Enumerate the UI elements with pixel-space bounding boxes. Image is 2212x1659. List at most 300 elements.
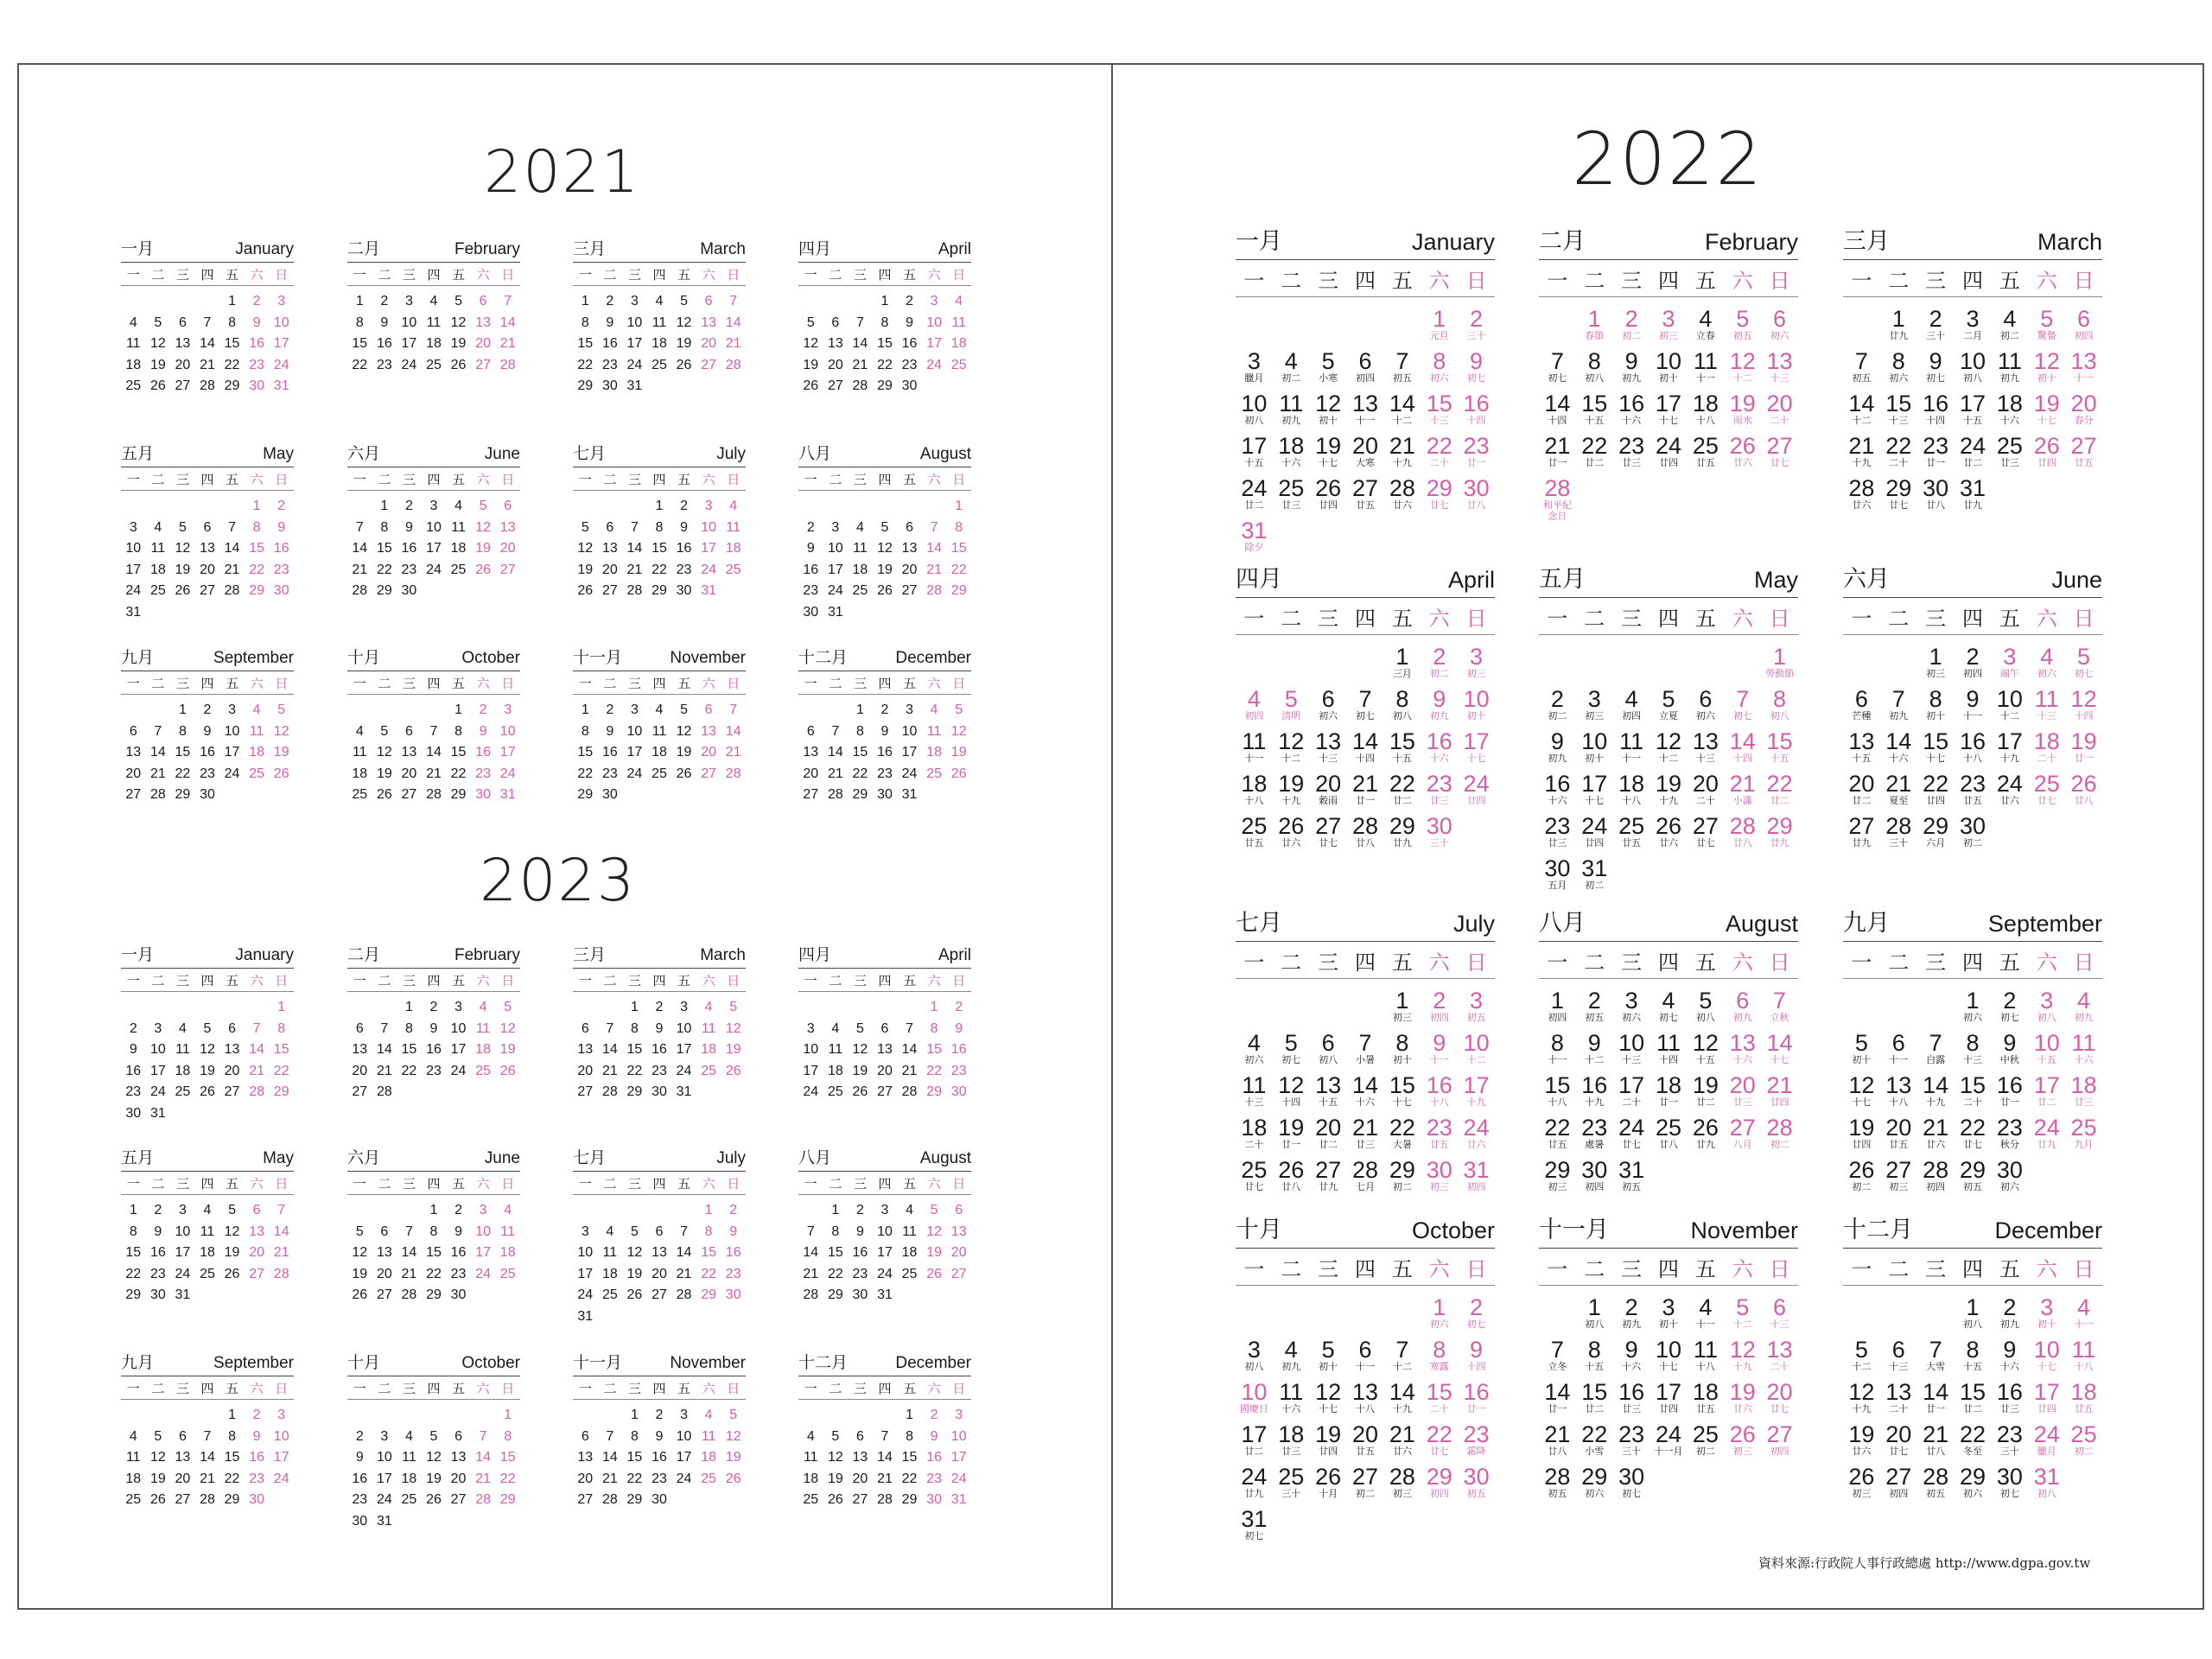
- day-number: 6: [906, 519, 914, 535]
- day-number: 10: [149, 1042, 166, 1057]
- day-number: 13: [652, 1245, 667, 1260]
- day-cell: [1955, 1377, 1992, 1420]
- day-cell: [422, 1043, 447, 1065]
- day-cell: [1458, 769, 1495, 811]
- day-cell: [422, 521, 447, 543]
- empty-cell: [121, 703, 146, 725]
- day-cell: [1843, 346, 1880, 389]
- day-number: 15: [426, 1245, 442, 1260]
- day-number: 27: [224, 1084, 240, 1099]
- day-number: 22: [701, 1266, 717, 1281]
- empty-cell: [647, 1204, 672, 1225]
- day-cell: [1383, 1155, 1421, 1198]
- weekday-label: 日: [952, 1175, 966, 1192]
- day-cell: [121, 584, 146, 606]
- lunar-label: 霜降: [1466, 1446, 1486, 1457]
- day-number: 7: [855, 315, 864, 330]
- day-number: 13: [901, 541, 918, 556]
- day-cell: [1458, 1028, 1495, 1071]
- weekday-label: 六: [927, 471, 941, 487]
- day-number: 21: [1389, 433, 1415, 459]
- day-number: 10: [475, 1224, 492, 1239]
- day-number: 15: [1389, 728, 1415, 754]
- day-number: 20: [1351, 1421, 1379, 1447]
- day-number: 12: [926, 1224, 943, 1239]
- lunar-label: 廿一: [1658, 1096, 1678, 1108]
- lunar-label: 初六: [2037, 668, 2056, 679]
- month-name-zh: 三月: [573, 239, 607, 258]
- lunar-label: 十五: [1585, 1361, 1605, 1372]
- month-name-zh: 六月: [347, 444, 381, 463]
- month-name-en: November: [1690, 1217, 1798, 1243]
- day-cell: [696, 1472, 721, 1494]
- weekday-label: 二: [378, 471, 391, 487]
- day-number: 10: [175, 1224, 191, 1239]
- day-cell: [146, 316, 171, 338]
- month-name-zh: 三月: [1843, 228, 1890, 255]
- day-cell: [823, 379, 849, 401]
- day-cell: [573, 1268, 598, 1289]
- day-number: 24: [626, 766, 643, 781]
- day-cell: [2065, 1293, 2102, 1335]
- day-cell: [946, 1204, 971, 1225]
- day-cell: [2028, 304, 2065, 346]
- weekday-label: 一: [353, 972, 366, 988]
- day-number: 1: [630, 1408, 639, 1422]
- day-number: 14: [1923, 1072, 1949, 1098]
- day-number: 29: [926, 1084, 943, 1099]
- day-number: 5: [729, 1000, 738, 1014]
- day-cell: [1843, 431, 1880, 474]
- lunar-label: 廿四: [1770, 1096, 1789, 1108]
- day-cell: [897, 1472, 922, 1494]
- day-number: 29: [224, 1492, 240, 1507]
- day-cell: [347, 337, 372, 359]
- lunar-label: 初二: [1622, 330, 1642, 341]
- lunar-label: 十七: [1926, 753, 1946, 764]
- weekday-label: 二: [603, 471, 617, 487]
- lunar-label: 廿四: [1658, 457, 1678, 468]
- day-number: 13: [1766, 348, 1793, 374]
- day-cell: [798, 1493, 823, 1515]
- day-number: 21: [725, 745, 741, 760]
- month-name-en: April: [938, 240, 971, 258]
- day-number: 22: [852, 766, 868, 781]
- day-number: 21: [1729, 771, 1756, 797]
- weekday-label: 日: [952, 471, 966, 487]
- day-cell: [219, 379, 245, 401]
- day-number: 17: [626, 336, 643, 351]
- day-number: 12: [725, 1428, 741, 1444]
- month-header: [1236, 1211, 1495, 1249]
- day-number: 26: [1278, 1157, 1305, 1183]
- day-number: 11: [1656, 1030, 1681, 1056]
- lunar-label: 大暑: [1392, 1139, 1412, 1150]
- day-cell: [1347, 1113, 1384, 1155]
- day-cell: [848, 584, 873, 606]
- day-number: 8: [955, 519, 963, 535]
- day-number: 30: [1923, 475, 1949, 501]
- day-cell: [195, 1430, 220, 1452]
- day-cell: [1539, 1028, 1576, 1071]
- day-number: 14: [626, 541, 643, 556]
- day-number: 6: [606, 519, 614, 535]
- day-number: 25: [1278, 1464, 1305, 1490]
- day-number: 8: [831, 1224, 840, 1239]
- day-cell: [1955, 986, 1992, 1028]
- day-number: 25: [803, 1492, 819, 1507]
- month-name-en: July: [1452, 911, 1495, 937]
- day-number: 15: [224, 336, 240, 351]
- lunar-label: 初三: [1852, 1488, 1872, 1499]
- lunar-label: 初十: [1319, 415, 1338, 426]
- weekday-label: 一: [1547, 606, 1568, 631]
- empty-cell: [347, 1001, 372, 1022]
- day-number: 22: [376, 562, 392, 577]
- day-cell: [823, 1085, 849, 1107]
- day-number: 12: [1729, 348, 1756, 374]
- month-header: [121, 942, 294, 969]
- day-number: 15: [125, 1245, 142, 1260]
- day-number: 16: [950, 1042, 967, 1057]
- day-cell: [598, 379, 623, 401]
- day-cell: [1310, 474, 1347, 516]
- month-header: [1236, 222, 1495, 260]
- lunar-label: 廿六: [1392, 1446, 1412, 1457]
- day-number: 26: [877, 583, 893, 598]
- day-number: 29: [499, 1492, 516, 1507]
- day-cell: [219, 1204, 245, 1225]
- weekday-label: 三: [1621, 950, 1643, 975]
- day-cell: [121, 1246, 146, 1268]
- day-cell: [347, 542, 372, 563]
- day-number: 14: [803, 1245, 819, 1260]
- month-header: [1236, 904, 1495, 942]
- day-cell: [195, 703, 220, 725]
- day-cell: [2028, 1293, 2065, 1335]
- lunar-label: 八月: [1732, 1139, 1752, 1150]
- lunar-label: 初六: [1429, 372, 1449, 384]
- weekday-label: 一: [1243, 268, 1265, 293]
- month-name-en: July: [716, 445, 746, 463]
- lunar-label: 廿五: [1548, 1139, 1567, 1150]
- day-cell: [1613, 1293, 1650, 1335]
- day-cell: [219, 725, 245, 747]
- day-cell: [946, 725, 971, 747]
- day-number: 26: [1692, 1115, 1719, 1141]
- day-number: 23: [1426, 1115, 1452, 1141]
- day-number: 19: [475, 541, 492, 556]
- day-cell: [1917, 431, 1955, 474]
- day-number: 16: [1463, 1379, 1490, 1405]
- lunar-label: 初六: [1695, 710, 1715, 721]
- day-number: 13: [1315, 1072, 1342, 1098]
- day-cell: [897, 542, 922, 563]
- day-cell: [1421, 431, 1458, 474]
- lunar-label: 廿二: [1319, 1139, 1338, 1150]
- lunar-label: 初七: [2074, 668, 2094, 679]
- day-number: 18: [701, 1450, 717, 1465]
- day-cell: [848, 1246, 873, 1268]
- weekday-row: [798, 1172, 971, 1195]
- day-cell: [598, 1493, 623, 1515]
- month-name-zh: 六月: [347, 1148, 381, 1167]
- day-cell: [696, 359, 721, 380]
- weekday-label: 五: [226, 972, 239, 988]
- lunar-label: 十四: [1281, 1096, 1301, 1108]
- day-cell: [1539, 986, 1576, 1028]
- day-cell: [848, 521, 873, 543]
- lunar-label: 三月: [1392, 668, 1412, 679]
- lunar-label: 初七: [1926, 372, 1946, 384]
- lunar-label: 初九: [1622, 1319, 1642, 1330]
- day-cell: [1273, 1377, 1310, 1420]
- day-grid: [573, 295, 746, 401]
- day-number: 1: [380, 499, 389, 513]
- day-number: 24: [273, 1471, 289, 1486]
- day-number: 22: [1959, 1115, 1986, 1141]
- day-cell: [446, 746, 471, 767]
- day-number: 22: [950, 562, 967, 577]
- day-cell: [245, 379, 270, 401]
- day-cell: [422, 1451, 447, 1472]
- day-number: 7: [1395, 348, 1409, 374]
- day-number: 25: [852, 583, 868, 598]
- day-number: 3: [2040, 988, 2054, 1014]
- day-number: 1: [1587, 1294, 1601, 1320]
- lunar-label: 初九: [2074, 1012, 2094, 1023]
- weekday-label: 二: [1888, 268, 1910, 293]
- day-number: 9: [955, 1020, 963, 1036]
- day-number: 21: [852, 357, 868, 372]
- weekday-label: 三: [402, 972, 416, 988]
- day-number: 21: [475, 1471, 492, 1486]
- day-cell: [219, 1043, 245, 1065]
- day-number: 20: [1848, 771, 1875, 797]
- day-number: 17: [1463, 1072, 1490, 1098]
- lunar-label: 廿九: [1319, 1181, 1338, 1192]
- weekday-label: 三: [853, 1380, 867, 1396]
- lunar-label: 十一: [1889, 1054, 1909, 1065]
- lunar-label: 廿一: [1999, 1096, 2019, 1108]
- day-cell: [573, 767, 598, 789]
- day-number: 1: [581, 294, 589, 308]
- lunar-label: 廿八: [1732, 837, 1752, 849]
- day-cell: [1576, 1377, 1613, 1420]
- lunar-label: 初四: [1889, 1488, 1909, 1499]
- day-cell: [146, 1451, 171, 1472]
- day-cell: [1273, 811, 1310, 854]
- day-cell: [897, 1204, 922, 1225]
- lunar-label: 十一: [2074, 372, 2094, 384]
- day-number: 7: [729, 294, 738, 308]
- lunar-label: 十一: [1695, 1319, 1715, 1330]
- day-number: 29: [376, 583, 392, 598]
- day-cell: [1539, 1462, 1576, 1504]
- day-number: 21: [901, 1063, 918, 1078]
- lunar-label: 十九: [1466, 1096, 1486, 1108]
- day-cell: [671, 1065, 696, 1086]
- day-number: 31: [701, 583, 717, 598]
- day-number: 16: [1923, 391, 1949, 416]
- day-cell: [696, 1225, 721, 1247]
- day-number: 5: [680, 294, 689, 308]
- empty-cell: [397, 1408, 422, 1430]
- day-number: 11: [853, 541, 868, 556]
- day-number: 14: [426, 745, 442, 760]
- lunar-label: 廿三: [1281, 1446, 1301, 1457]
- day-number: 4: [454, 499, 463, 513]
- weekday-label: 日: [501, 972, 515, 988]
- day-number: 3: [1247, 348, 1261, 374]
- day-cell: [219, 542, 245, 563]
- day-cell: [1458, 431, 1495, 474]
- month-2021-1: [121, 236, 294, 401]
- day-cell: [1650, 389, 1688, 431]
- day-cell: [495, 1043, 520, 1065]
- lunar-label: 二十: [2037, 753, 2056, 764]
- day-number: 29: [852, 787, 868, 802]
- empty-cell: [1236, 642, 1273, 684]
- day-number: 22: [224, 1471, 240, 1486]
- empty-cell: [1613, 642, 1650, 684]
- month-header: [1843, 1211, 2102, 1249]
- day-cell: [1421, 1155, 1458, 1198]
- day-cell: [397, 1225, 422, 1247]
- day-cell: [1955, 1028, 1992, 1071]
- lunar-label: 初五: [1466, 1488, 1486, 1499]
- day-number: 11: [1242, 1072, 1267, 1098]
- weekday-label: 日: [727, 675, 741, 691]
- day-number: 3: [2040, 1294, 2054, 1320]
- weekday-label: 三: [1318, 606, 1339, 631]
- day-number: 3: [129, 519, 137, 535]
- lunar-label: 廿三: [1355, 1139, 1375, 1150]
- empty-cell: [798, 295, 823, 316]
- day-number: 11: [200, 1224, 215, 1239]
- day-number: 21: [376, 1063, 392, 1078]
- day-cell: [721, 521, 746, 543]
- day-number: 3: [831, 519, 840, 535]
- lunar-label: 廿五: [1695, 1403, 1715, 1414]
- day-cell: [1917, 642, 1955, 684]
- day-cell: [598, 316, 623, 338]
- day-number: 26: [1729, 433, 1756, 459]
- lunar-label: 初五: [1392, 372, 1412, 384]
- day-number: 14: [200, 336, 215, 351]
- lunar-label: 十二: [1732, 1319, 1752, 1330]
- day-cell: [721, 295, 746, 316]
- lunar-label: 初十: [1319, 1361, 1338, 1372]
- day-cell: [2028, 684, 2065, 727]
- day-cell: [873, 379, 898, 401]
- month-header: [121, 1350, 294, 1376]
- day-number: 1: [1966, 1294, 1980, 1320]
- day-cell: [1761, 389, 1798, 431]
- lunar-label: 十七: [1658, 415, 1678, 426]
- empty-cell: [1917, 986, 1955, 1028]
- day-number: 26: [1315, 475, 1342, 501]
- day-cell: [1576, 1420, 1613, 1462]
- day-cell: [471, 295, 496, 316]
- day-number: 31: [1241, 518, 1268, 543]
- day-number: 27: [249, 1266, 265, 1281]
- day-cell: [2065, 642, 2102, 684]
- day-cell: [622, 1472, 647, 1494]
- day-number: 1: [228, 294, 237, 308]
- day-cell: [422, 1246, 447, 1268]
- weekday-label: 一: [804, 471, 817, 487]
- day-cell: [1236, 389, 1273, 431]
- day-number: 3: [454, 1000, 463, 1014]
- day-grid: [1236, 642, 1495, 854]
- day-cell: [696, 337, 721, 359]
- day-cell: [798, 788, 823, 810]
- day-number: 5: [429, 1428, 438, 1444]
- lunar-label: 初二: [1355, 1488, 1375, 1499]
- day-number: 13: [2070, 348, 2097, 374]
- lunar-label: 十六: [1429, 753, 1449, 764]
- day-cell: [1991, 389, 2028, 431]
- day-cell: [1880, 1377, 1917, 1420]
- day-cell: [372, 788, 397, 810]
- day-number: 8: [906, 1428, 914, 1444]
- day-number: 21: [1351, 1115, 1379, 1141]
- day-number: 11: [150, 541, 166, 556]
- day-cell: [573, 1065, 598, 1086]
- day-number: 6: [252, 1203, 261, 1217]
- day-number: 4: [855, 519, 864, 535]
- weekday-row: [121, 1172, 294, 1195]
- weekday-label: 五: [903, 266, 917, 283]
- day-number: 2: [655, 1000, 664, 1014]
- day-number: 3: [955, 1408, 963, 1422]
- empty-cell: [1917, 1293, 1955, 1335]
- day-number: 28: [901, 1084, 918, 1099]
- day-cell: [671, 1022, 696, 1044]
- day-cell: [195, 1246, 220, 1268]
- empty-cell: [598, 499, 623, 521]
- lunar-label: 廿五: [1244, 837, 1264, 849]
- day-cell: [1991, 1113, 2028, 1155]
- day-number: 27: [1692, 813, 1719, 839]
- day-cell: [848, 359, 873, 380]
- day-number: 14: [401, 1245, 417, 1260]
- lunar-label: 立冬: [1548, 1361, 1567, 1372]
- day-number: 26: [149, 1492, 166, 1507]
- day-cell: [2065, 1377, 2102, 1420]
- weekday-label: 四: [878, 266, 892, 283]
- lunar-label: 初六: [1622, 1012, 1642, 1023]
- day-cell: [647, 316, 672, 338]
- day-cell: [1761, 346, 1798, 389]
- weekday-label: 三: [853, 471, 867, 487]
- day-cell: [1310, 1377, 1347, 1420]
- day-cell: [647, 1493, 672, 1515]
- day-number: 10: [1655, 1337, 1682, 1363]
- day-number: 1: [630, 1000, 639, 1014]
- day-cell: [1347, 811, 1384, 854]
- day-cell: [798, 584, 823, 606]
- day-cell: [347, 521, 372, 543]
- lunar-label: 小滿: [1732, 795, 1752, 806]
- day-number: 15: [1544, 1072, 1571, 1098]
- day-cell: [1843, 1071, 1880, 1113]
- weekday-label: 四: [427, 1380, 441, 1396]
- day-grid: [573, 499, 746, 606]
- day-cell: [397, 1022, 422, 1044]
- day-cell: [798, 725, 823, 747]
